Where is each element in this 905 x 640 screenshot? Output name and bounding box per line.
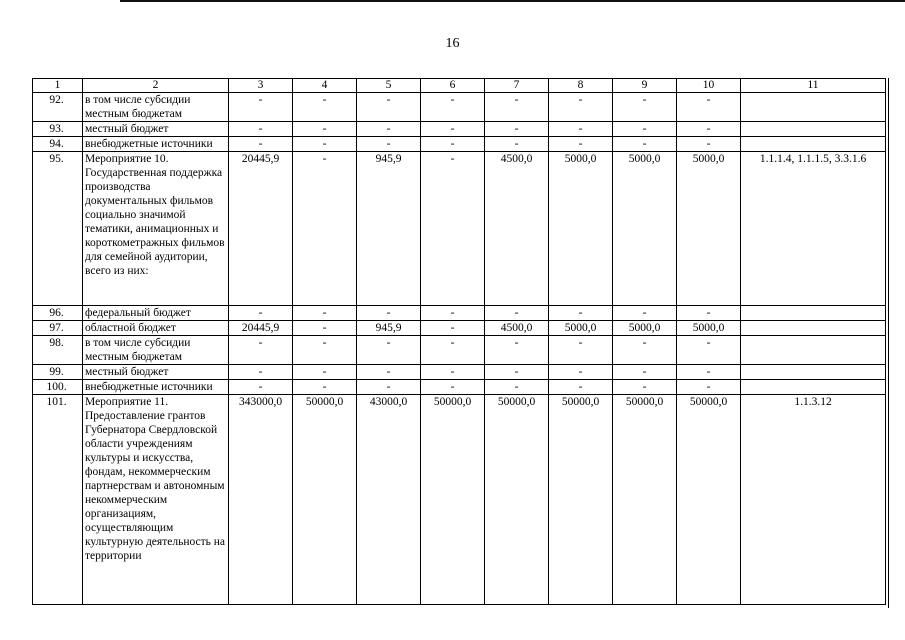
value-cell-col-7: -	[485, 365, 549, 380]
value-cell-col-3: 343000,0	[229, 395, 293, 605]
row-name: Мероприятие 11. Предоставление грантов Губернатора Свердловской области учреждениям культуры и искусства, фондам, некоммерческим партнерствам и автономным некоммерческим организациям, осуществляющим культурную деятельность на территории	[83, 395, 229, 605]
value-cell-col-4: 50000,0	[293, 395, 357, 605]
row-number: 98.	[33, 336, 83, 365]
page-top-edge	[120, 0, 905, 2]
value-cell-col-10: 50000,0	[677, 395, 741, 605]
value-cell-col-4: -	[293, 137, 357, 152]
value-cell-col-3: -	[229, 137, 293, 152]
value-cell-col-4: -	[293, 380, 357, 395]
value-cell-col-6: 50000,0	[421, 395, 485, 605]
row-number: 95.	[33, 152, 83, 306]
column-header-1: 1	[33, 79, 83, 93]
value-cell-col-3: -	[229, 306, 293, 321]
row-name: местный бюджет	[83, 365, 229, 380]
column-header-9: 9	[613, 79, 677, 93]
row-number: 94.	[33, 137, 83, 152]
row-name: Мероприятие 10. Государственная поддержка производства документальных фильмов социально значимой тематики, анимационных и короткометражных фильмов для семейной аудитории, всего из них:	[83, 152, 229, 306]
value-cell-col-8: -	[549, 93, 613, 122]
table-row	[33, 306, 886, 321]
page-number: 16	[445, 36, 460, 51]
value-cell-col-10: -	[677, 306, 741, 321]
column-header-6: 6	[421, 79, 485, 93]
value-cell-col-4: -	[293, 122, 357, 137]
value-cell-col-10: -	[677, 137, 741, 152]
column-header-2: 2	[83, 79, 229, 93]
value-cell-col-4: -	[293, 93, 357, 122]
value-cell-col-10: 5000,0	[677, 152, 741, 306]
row-number: 99.	[33, 365, 83, 380]
value-cell-col-8: -	[549, 122, 613, 137]
row-number: 96.	[33, 306, 83, 321]
value-cell-col-9: -	[613, 306, 677, 321]
row-name: в том числе субсидии местным бюджетам	[83, 336, 229, 365]
value-cell-col-7: -	[485, 93, 549, 122]
value-cell-col-7: -	[485, 336, 549, 365]
value-cell-col-6: -	[421, 365, 485, 380]
column-header-3: 3	[229, 79, 293, 93]
value-cell-col-3: -	[229, 122, 293, 137]
target-code-cell	[741, 336, 886, 365]
value-cell-col-6: -	[421, 93, 485, 122]
value-cell-col-7: -	[485, 122, 549, 137]
column-header-7: 7	[485, 79, 549, 93]
row-name: федеральный бюджет	[83, 306, 229, 321]
value-cell-col-4: -	[293, 336, 357, 365]
value-cell-col-7: 4500,0	[485, 152, 549, 306]
budget-table	[32, 78, 886, 605]
column-header-11: 11	[741, 79, 886, 93]
table-row	[33, 365, 886, 380]
row-number: 101.	[33, 395, 83, 605]
value-cell-col-6: -	[421, 380, 485, 395]
target-code-cell	[741, 122, 886, 137]
value-cell-col-5: 945,9	[357, 152, 421, 306]
value-cell-col-10: 5000,0	[677, 321, 741, 336]
value-cell-col-9: -	[613, 93, 677, 122]
value-cell-col-8: -	[549, 306, 613, 321]
value-cell-col-6: -	[421, 137, 485, 152]
target-code-cell	[741, 321, 886, 336]
column-header-10: 10	[677, 79, 741, 93]
column-header-8: 8	[549, 79, 613, 93]
value-cell-col-4: -	[293, 152, 357, 306]
row-name: областной бюджет	[83, 321, 229, 336]
value-cell-col-9: -	[613, 365, 677, 380]
value-cell-col-6: -	[421, 152, 485, 306]
table-row	[33, 395, 886, 605]
value-cell-col-7: -	[485, 306, 549, 321]
row-name: внебюджетные источники	[83, 380, 229, 395]
value-cell-col-5: -	[357, 93, 421, 122]
value-cell-col-3: -	[229, 93, 293, 122]
column-header-4: 4	[293, 79, 357, 93]
value-cell-col-3: -	[229, 380, 293, 395]
value-cell-col-5: -	[357, 122, 421, 137]
value-cell-col-6: -	[421, 122, 485, 137]
value-cell-col-3: 20445,9	[229, 321, 293, 336]
target-code-cell	[741, 137, 886, 152]
row-number: 93.	[33, 122, 83, 137]
target-code-cell	[741, 306, 886, 321]
target-code-cell: 1.1.1.4, 1.1.1.5, 3.3.1.6	[741, 152, 886, 306]
target-code-cell	[741, 93, 886, 122]
value-cell-col-3: 20445,9	[229, 152, 293, 306]
value-cell-col-8: -	[549, 380, 613, 395]
value-cell-col-7: 50000,0	[485, 395, 549, 605]
value-cell-col-7: -	[485, 137, 549, 152]
value-cell-col-8: -	[549, 137, 613, 152]
value-cell-col-5: 43000,0	[357, 395, 421, 605]
table-row	[33, 336, 886, 365]
row-number: 92.	[33, 93, 83, 122]
value-cell-col-5: 945,9	[357, 321, 421, 336]
value-cell-col-10: -	[677, 122, 741, 137]
value-cell-col-9: -	[613, 122, 677, 137]
value-cell-col-3: -	[229, 365, 293, 380]
value-cell-col-8: -	[549, 336, 613, 365]
table-header-row	[33, 79, 886, 93]
value-cell-col-9: -	[613, 137, 677, 152]
target-code-cell	[741, 380, 886, 395]
row-number: 97.	[33, 321, 83, 336]
table-right-border	[888, 78, 889, 608]
value-cell-col-10: -	[677, 365, 741, 380]
table-row	[33, 321, 886, 336]
value-cell-col-10: -	[677, 336, 741, 365]
value-cell-col-9: 50000,0	[613, 395, 677, 605]
value-cell-col-5: -	[357, 137, 421, 152]
budget-table-body	[33, 79, 886, 605]
table-row	[33, 122, 886, 137]
value-cell-col-8: 5000,0	[549, 152, 613, 306]
value-cell-col-5: -	[357, 336, 421, 365]
value-cell-col-9: 5000,0	[613, 152, 677, 306]
value-cell-col-8: 50000,0	[549, 395, 613, 605]
table-row	[33, 93, 886, 122]
value-cell-col-4: -	[293, 321, 357, 336]
value-cell-col-8: -	[549, 365, 613, 380]
value-cell-col-10: -	[677, 380, 741, 395]
value-cell-col-3: -	[229, 336, 293, 365]
value-cell-col-5: -	[357, 365, 421, 380]
target-code-cell	[741, 365, 886, 380]
table-row	[33, 380, 886, 395]
column-header-5: 5	[357, 79, 421, 93]
value-cell-col-5: -	[357, 306, 421, 321]
value-cell-col-6: -	[421, 321, 485, 336]
target-code-cell: 1.1.3.12	[741, 395, 886, 605]
row-number: 100.	[33, 380, 83, 395]
value-cell-col-10: -	[677, 93, 741, 122]
value-cell-col-7: 4500,0	[485, 321, 549, 336]
value-cell-col-5: -	[357, 380, 421, 395]
row-name: местный бюджет	[83, 122, 229, 137]
table-row	[33, 137, 886, 152]
row-name: внебюджетные источники	[83, 137, 229, 152]
value-cell-col-6: -	[421, 336, 485, 365]
value-cell-col-9: -	[613, 336, 677, 365]
value-cell-col-4: -	[293, 306, 357, 321]
value-cell-col-6: -	[421, 306, 485, 321]
value-cell-col-9: -	[613, 380, 677, 395]
value-cell-col-4: -	[293, 365, 357, 380]
table-row	[33, 152, 886, 306]
row-name: в том числе субсидии местным бюджетам	[83, 93, 229, 122]
value-cell-col-9: 5000,0	[613, 321, 677, 336]
value-cell-col-7: -	[485, 380, 549, 395]
value-cell-col-8: 5000,0	[549, 321, 613, 336]
